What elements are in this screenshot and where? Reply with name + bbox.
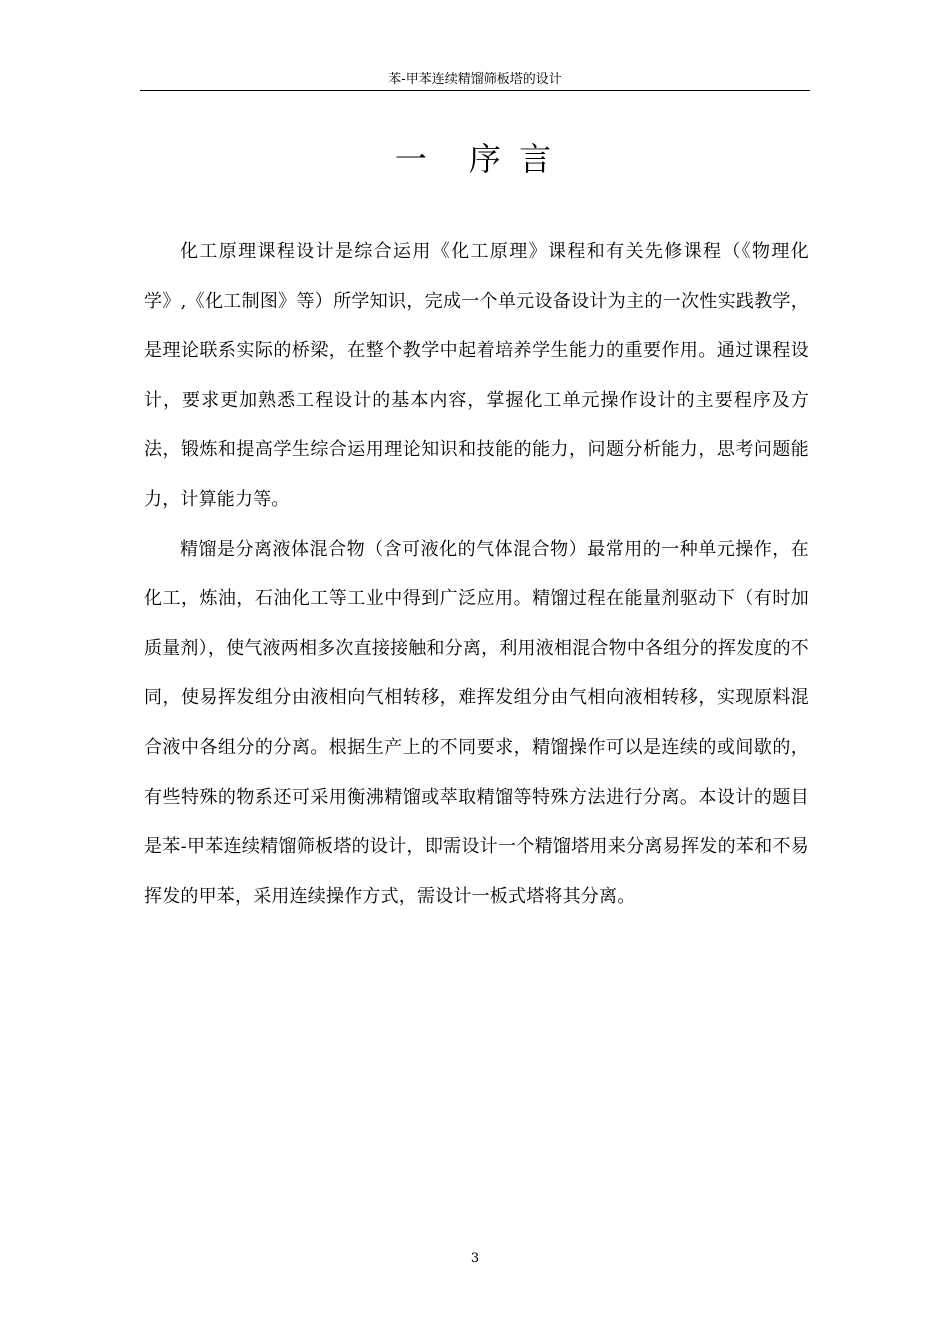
- paragraph-intro: 化工原理课程设计是综合运用《化工原理》课程和有关先修课程（《物理化学》,《化工制图》等）所学知识，完成一个单元设备设计为主的一次性实践教学，是理论联系实际的桥梁，在整个教学中起着培养学生能力的重要作用。通过课程设计，要求更加熟悉工程设计的基本内容，掌握化工单元操作设计的主要程序及方法，锻炼和提高学生综合运用理论知识和技能的能力，问题分析能力，思考问题能力，计算能力等。: [144, 241, 809, 510]
- chapter-heading: [0, 134, 950, 184]
- chapter-title: 序 言: [468, 140, 556, 178]
- page-number: 3: [470, 1251, 480, 1266]
- chapter-number: 一: [394, 140, 431, 178]
- paragraph-distillation: 精馏是分离液体混合物（含可液化的气体混合物）最常用的一种单元操作，在化工，炼油，石油化工等工业中得到广泛应用。精馏过程在能量剂驱动下（有时加质量剂），使气液两相多次直接接触和分离，利用液相混合物中各组分的挥发度的不同，使易挥发组分由液相向气相转移，难挥发组分由气相向液相转移，实现原料混合液中各组分的分离。根据生产上的不同要求，精馏操作可以是连续的或间歇的，有些特殊的物系还可采用衡沸精馏或萃取精馏等特殊方法进行分离。本设计的题目是苯-甲苯连续精馏筛板塔的设计，即需设计一个精馏塔用来分离易挥发的苯和不易挥发的甲苯，采用连续操作方式，需设计一板式塔将其分离。: [144, 538, 809, 907]
- document-body: [144, 227, 809, 921]
- running-header: [140, 68, 810, 91]
- running-header-title: 苯-甲苯连续精馏筛板塔的设计: [388, 72, 562, 87]
